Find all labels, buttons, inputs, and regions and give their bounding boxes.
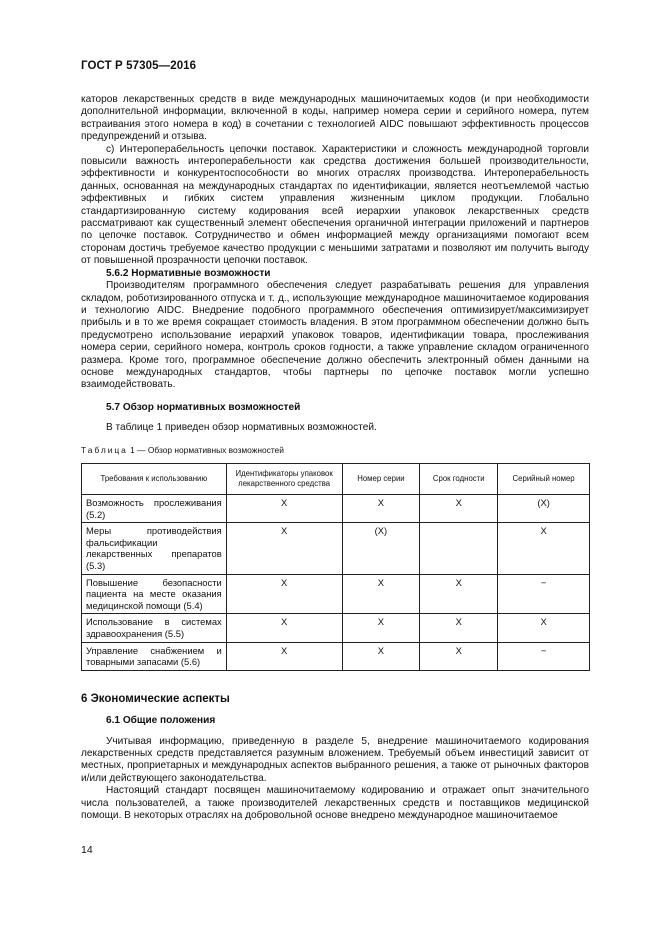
table-cell: X — [420, 642, 498, 670]
section-6-heading: 6 Экономические аспекты — [81, 692, 230, 705]
table-cell: X — [342, 494, 420, 522]
table-cell: Возможность прослеживания (5.2) — [82, 494, 227, 522]
requirements-table — [81, 463, 590, 671]
page-header-standard-title: ГОСТ Р 57305—2016 — [81, 60, 197, 72]
table-cell: (X) — [498, 494, 590, 522]
section-6-1-heading: 6.1 Общие положения — [106, 715, 216, 727]
page-body — [81, 94, 589, 822]
table-cell: (X) — [342, 523, 420, 574]
table-cell: X — [226, 642, 342, 670]
section-6-1-paragraph-1: Учитывая информацию, приведенную в разделе 5, внедрение машиночитаемого кодирования лекарственных средств представляется разумным вложением. Требуемый объем инвестиций зависит от местных, проприетарных и международных аспектов выбранного решения, а также от рыночных факторов и/или действующего законодательства. — [81, 735, 589, 784]
header-cell: Номер серии — [342, 463, 420, 494]
table-cell: − — [498, 574, 590, 614]
header-cell: Требования к использованию — [82, 463, 227, 494]
table-cell: Управление снабжением и товарными запасами (5.6) — [82, 642, 227, 670]
intro-continuation-paragraph: каторов лекарственных средств в виде международных машиночитаемых кодов (и при необходимости дополнительной информации, включенной в коды, например номера серии и серийного номера, путем встраивания этого номера в код) в сочетании с технологией AIDC повышают эффективность процессов предупреждений и отзыва. — [81, 94, 589, 143]
header-cell: Идентификаторы упаковок лекарственного средства — [226, 463, 342, 494]
table-cell — [420, 523, 498, 574]
section-5-7-paragraph: В таблице 1 приведен обзор нормативных возможностей. — [106, 422, 377, 434]
table-cell: X — [342, 614, 420, 642]
section-6-1-paragraph-2: Настоящий стандарт посвящен машиночитаемому кодированию и отражает опыт значительного числа пользователей, а также производителей лекарственных средств и поставщиков медицинской помощи. В некоторых отраслях на добровольной основе внедрено международное машиночитаемое — [81, 785, 589, 821]
section-5-6-2-paragraph: Производителям программного обеспечения следует разрабатывать решения для управления складом, роботизированного отпуска и т. д., использующие международное машиночитаемое кодирования и технологию AIDC. Внедрение подобного программного обеспечения оптимизирует/максимизирует прибыль и в то же время сокращает стоимость владения. В этом программном обеспечении должно быть предусмотрено использование иерархий упаковок товаров, идентификации товара, прослеживания номера серии, серийного номера, контроль сроков годности, а также управление складом ограниченного размера. Кроме того, программное обеспечение должно обеспечить электронный обмен данными на основе международных стандартов, чтобы партнеры по цепочке поставок могли успешно взаимодействовать. — [81, 280, 589, 391]
table-cell: Повышение безопасности пациента на месте оказания медицинской помощи (5.4) — [82, 574, 227, 614]
table-cell: Меры противодействия фальсификации лекарственных препаратов (5.3) — [82, 523, 227, 574]
table-cell: X — [420, 614, 498, 642]
table-cell: X — [226, 494, 342, 522]
section-5-7-heading: 5.7 Обзор нормативных возможностей — [106, 401, 301, 413]
header-cell: Серийный номер — [498, 463, 590, 494]
table-cell: X — [420, 574, 498, 614]
table-row — [82, 614, 590, 642]
table-caption-label: Таблица — [81, 444, 128, 455]
table-cell: X — [420, 494, 498, 522]
section-5-6-2-heading: 5.6.2 Нормативные возможности — [106, 267, 271, 279]
table-row — [82, 642, 590, 670]
table-cell: X — [498, 523, 590, 574]
table-cell: X — [342, 574, 420, 614]
table-cell: X — [226, 523, 342, 574]
table-header-row — [82, 463, 590, 494]
table-cell: X — [226, 574, 342, 614]
table-caption-text: 1 — Обзор нормативных возможностей — [130, 444, 284, 455]
table-row — [82, 574, 590, 614]
table-row — [82, 494, 590, 522]
item-c-paragraph: c) Интероперабельность цепочки поставок. Характеристики и сложность международной торговли повысили важность интероперабельности как средства достижения большей производительности, эффективности и конкурентоспособности во многих отраслях производства. Интероперабельность данных, основанная на международных стандартах по идентификации, является неотъемлемой частью эффективных и гибких систем управления жизненным циклом продукции. Глобально стандартизированную систему кодирования всей иерархии упаковок лекарственных средств рассматривают как существенный элемент обеспечения органичной интеграции приложений и партнеров по цепочке поставок. Сотрудничество и обмен информацией между организациями помогают всем сторонам достичь требуемое качество продукции с меньшими затратами и позволяют им получить выгоду от повышенной прозрачности цепочки поставок. — [81, 143, 589, 267]
table-cell: X — [498, 614, 590, 642]
page-number: 14 — [81, 844, 93, 856]
table-cell: − — [498, 642, 590, 670]
table-row — [82, 523, 590, 574]
header-cell: Срок годности — [420, 463, 498, 494]
table-caption — [81, 444, 589, 456]
table-cell: X — [342, 642, 420, 670]
table-cell: Использование в системах здравоохранения (5.5) — [82, 614, 227, 642]
table-cell: X — [226, 614, 342, 642]
